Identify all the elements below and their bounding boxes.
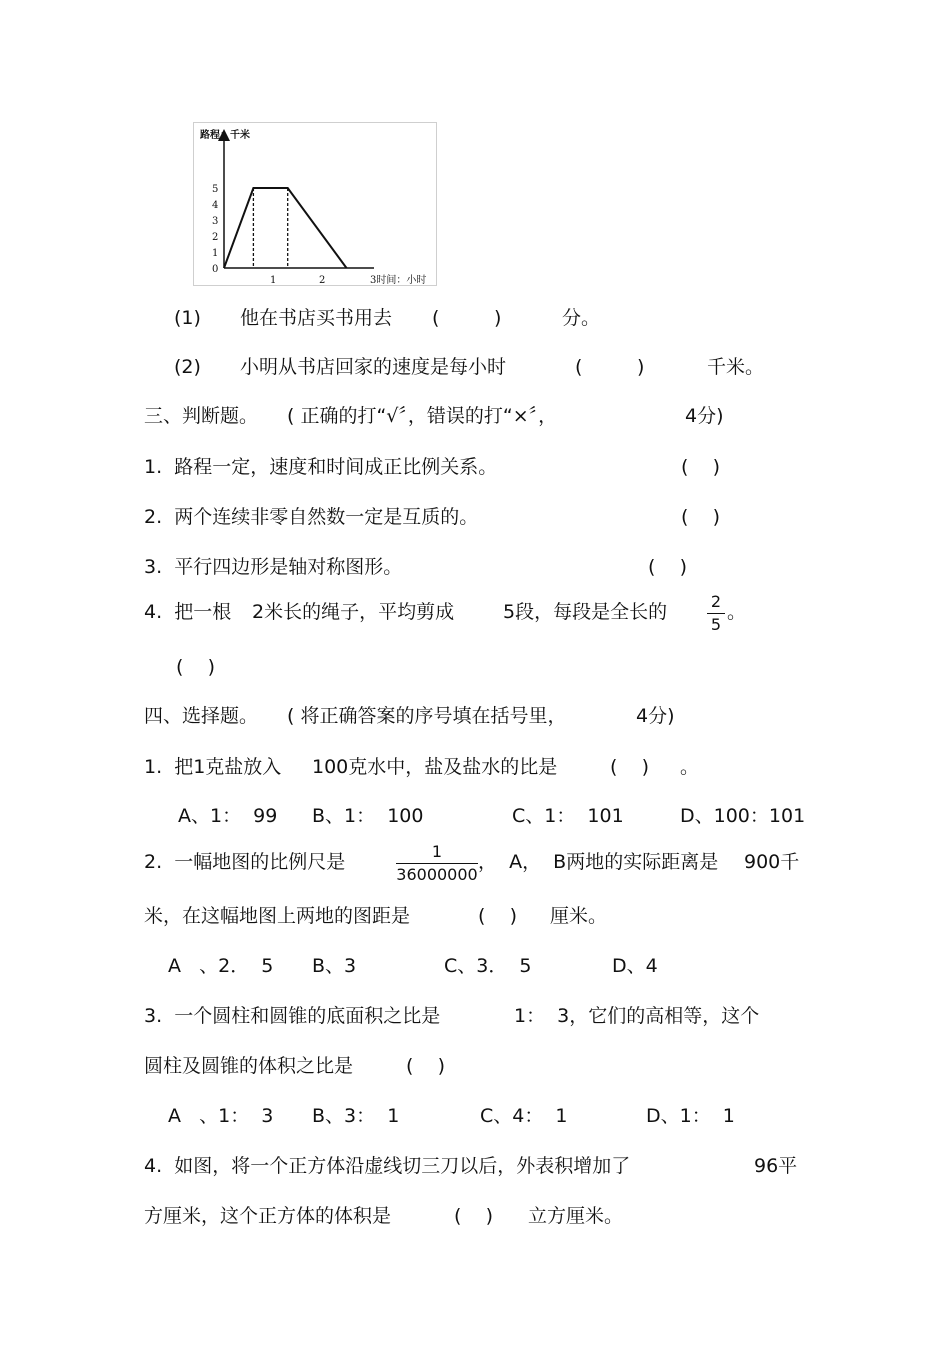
judge-item-2: 2. 两个连续非零自然数一定是互质的。: [144, 506, 479, 528]
judge-item-4-b: 2米长的绳子，平均剪成: [252, 601, 455, 623]
judge-item-3: 3. 平行四边形是轴对称图形。: [144, 556, 403, 578]
section3-points: 4分): [685, 405, 724, 427]
graph-svg: [194, 123, 438, 287]
choice-q3-line2: 圆柱及圆锥的体积之比是: [144, 1055, 354, 1077]
fraction-numerator: 2: [710, 592, 722, 611]
section4-instruction: ( 将正确答案的序号填在括号里，: [287, 705, 567, 727]
judge-item-4-end: 。: [727, 601, 747, 623]
judge-item-2-answer: ( ): [681, 506, 720, 528]
choice-q1-option-c: C、1： 101: [512, 805, 624, 827]
graph-y-title: 路程：千米: [200, 130, 250, 141]
gq1-unit: 分。: [562, 307, 601, 329]
y-tick-label: 3: [212, 216, 219, 227]
choice-q1-a: 1. 把1克盐放入: [144, 756, 282, 778]
scale-numerator: 1: [431, 842, 443, 861]
choice-q4-b: 96平: [754, 1155, 798, 1177]
choice-q1-option-d: D、100：101: [680, 805, 806, 827]
x-tick-label: 1: [270, 275, 277, 286]
choice-q1-option-b: B、1： 100: [312, 805, 424, 827]
gq2-paren-close: ): [637, 356, 645, 378]
choice-q3-answer: ( ): [406, 1055, 445, 1077]
choice-q1-answer: ( ): [610, 756, 649, 778]
scale-denominator: 36000000: [396, 865, 478, 884]
choice-q2-line2: 米，在这幅地图上两地的图距是: [144, 905, 411, 927]
choice-q2-option-c: C、3． 5: [444, 955, 532, 977]
choice-q1-b: 100克水中，盐及盐水的比是: [312, 756, 558, 778]
y-tick-label: 0: [212, 264, 219, 275]
choice-q3-option-b: B、3： 1: [312, 1105, 400, 1127]
judge-item-4-a: 4. 把一根: [144, 601, 232, 623]
section3-instruction: ( 正确的打“√〞，错误的打“×〞，: [287, 405, 558, 427]
graph-x-title: 3时间：小时: [370, 275, 427, 286]
choice-q2-option-d: D、4: [612, 955, 658, 977]
choice-q2-unit: 厘米。: [550, 905, 608, 927]
judge-item-1-answer: ( ): [681, 456, 720, 478]
gq2-unit: 千米。: [707, 356, 765, 378]
fraction-denominator: 5: [710, 615, 722, 634]
gq2-number: (2): [174, 356, 201, 378]
choice-q2-a: 2. 一幅地图的比例尺是: [144, 851, 346, 873]
gq1-paren-open: (: [432, 307, 440, 329]
judge-item-4-fraction: [707, 594, 725, 633]
choice-q2-answer: ( ): [478, 905, 517, 927]
section3-title: 三、判断题。: [144, 405, 259, 427]
choice-q3-a: 3. 一个圆柱和圆锥的底面积之比是: [144, 1005, 441, 1027]
judge-item-4-c: 5段，每段是全长的: [503, 601, 668, 623]
gq2-paren-open: (: [575, 356, 583, 378]
choice-q3-b: 1： 3，它们的高相等，这个: [514, 1005, 760, 1027]
y-tick-label: 2: [212, 232, 219, 243]
choice-q3-option-d: D、1： 1: [646, 1105, 735, 1127]
choice-q3-option-a: A 、1： 3: [168, 1105, 274, 1127]
gq1-number: (1): [174, 307, 201, 329]
choice-q4-unit: 立方厘米。: [528, 1205, 624, 1227]
distance-time-graph: [193, 122, 437, 286]
choice-q4-a: 4. 如图，将一个正方体沿虚线切三刀以后，外表积增加了: [144, 1155, 631, 1177]
y-tick-label: 1: [212, 248, 219, 259]
choice-q2-b: ， A， B两地的实际距离是: [478, 851, 719, 873]
choice-q1-option-a: A、1： 99: [178, 805, 278, 827]
fraction-bar: [707, 613, 725, 614]
choice-q3-option-c: C、4： 1: [480, 1105, 568, 1127]
choice-q4-answer: ( ): [454, 1205, 493, 1227]
section4-title: 四、选择题。: [144, 705, 259, 727]
choice-q4-line2: 方厘米，这个正方体的体积是: [144, 1205, 392, 1227]
choice-q1-end: 。: [680, 756, 700, 778]
x-tick-label: 2: [319, 275, 326, 286]
choice-q2-scale-fraction: [396, 844, 478, 883]
section4-points: 4分): [636, 705, 675, 727]
gq1-text: 他在书店买书用去: [240, 307, 393, 329]
choice-q2-option-a: A 、2． 5: [168, 955, 274, 977]
scale-fraction-bar: [396, 863, 478, 864]
judge-item-1: 1. 路程一定，速度和时间成正比例关系。: [144, 456, 498, 478]
choice-q2-option-b: B、3: [312, 955, 357, 977]
y-tick-label: 5: [212, 184, 219, 195]
choice-q2-c: 900千: [744, 851, 800, 873]
y-tick-label: 4: [212, 200, 219, 211]
gq1-paren-close: ): [494, 307, 502, 329]
gq2-text: 小明从书店回家的速度是每小时: [240, 356, 507, 378]
judge-item-3-answer: ( ): [648, 556, 687, 578]
judge-item-4-answer: ( ): [176, 656, 215, 678]
distance-line: [224, 188, 347, 268]
